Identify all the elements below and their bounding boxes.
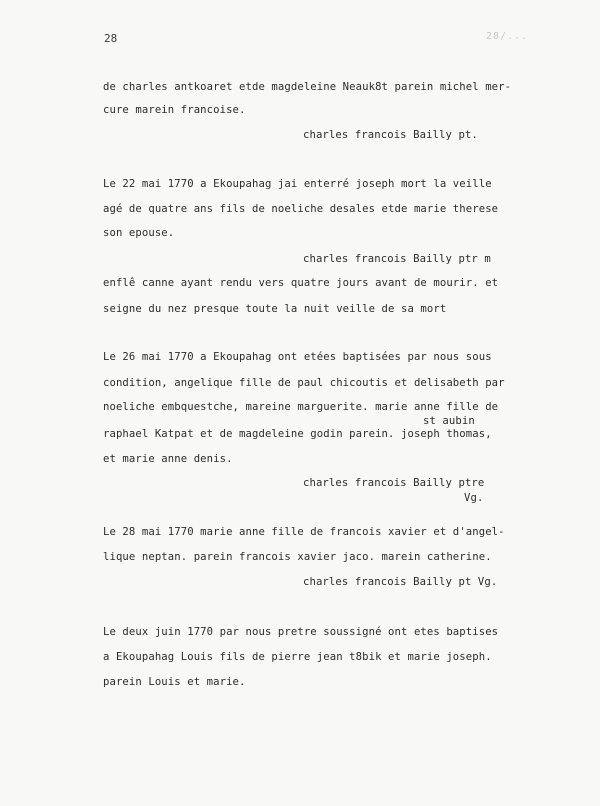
interlinear-insert: st aubin: [423, 415, 475, 427]
text-line: et marie anne denis.: [103, 453, 233, 465]
text-line: son epouse.: [103, 227, 175, 239]
text-line: de charles antkoaret etde magdeleine Neauk8t parein michel mer-: [103, 81, 512, 93]
text-line: Le 28 mai 1770 marie anne fille de francois xavier et d'angel-: [103, 526, 505, 538]
text-line: condition, angelique fille de paul chicoutis et delisabeth par: [103, 377, 505, 389]
text-line: enflê canne ayant rendu vers quatre jours avant de mourir. et: [103, 277, 499, 289]
text-line: cure marein francoise.: [103, 104, 246, 116]
text-line: Le 22 mai 1770 a Ekoupahag jai enterré joseph mort la veille: [103, 178, 492, 190]
text-line: lique neptan. parein francois xavier jaco. marein catherine.: [103, 551, 492, 563]
signature-line: charles francois Bailly ptre: [303, 477, 485, 489]
text-line: Le deux juin 1770 par nous pretre soussigné ont etes baptises: [103, 626, 499, 638]
text-line: noeliche embquestche, mareine marguerite. marie anne fille de: [103, 401, 499, 413]
signature-line: charles francois Bailly pt.: [303, 129, 478, 141]
text-line: raphael Katpat et de magdeleine godin parein. joseph thomas,: [103, 428, 492, 440]
text-line: parein Louis et marie.: [103, 676, 246, 688]
text-line: seigne du nez presque toute la nuit veille de sa mort: [103, 303, 447, 315]
archive-stamp: 28/...: [486, 31, 529, 42]
signature-line: charles francois Bailly pt Vg.: [303, 576, 498, 588]
text-line: agé de quatre ans fils de noeliche desales etde marie therese: [103, 203, 499, 215]
page-number: 28: [104, 32, 118, 45]
text-line: Le 26 mai 1770 a Ekoupahag ont etées baptisées par nous sous: [103, 351, 492, 363]
text-line: a Ekoupahag Louis fils de pierre jean t8bik et marie joseph.: [103, 651, 492, 663]
signature-line: Vg.: [464, 492, 484, 504]
signature-line: charles francois Bailly ptr m: [303, 253, 491, 265]
